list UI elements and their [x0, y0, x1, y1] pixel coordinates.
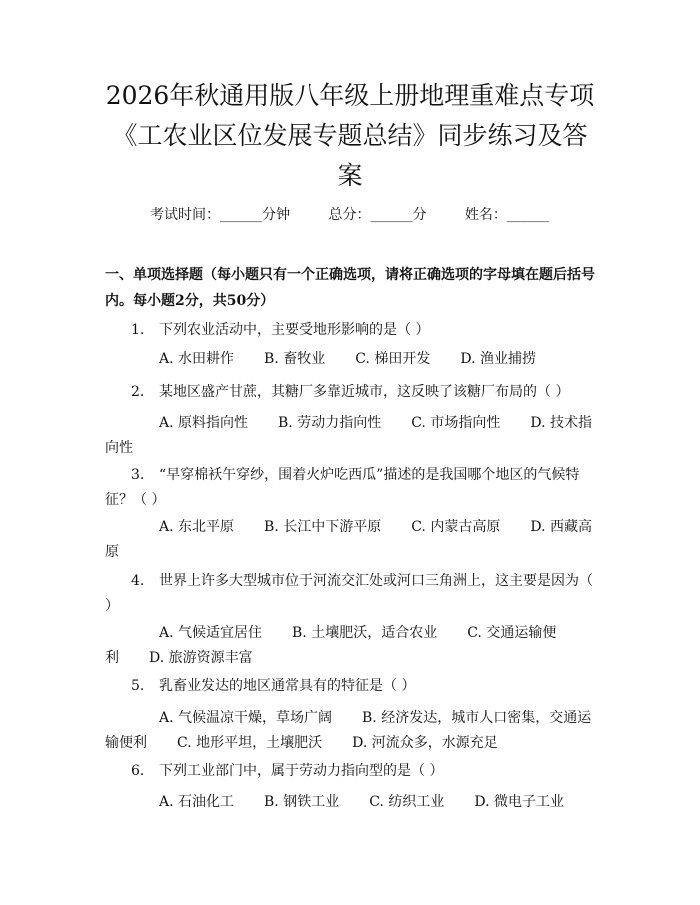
question-2 — [105, 380, 600, 405]
question-number: 4. — [131, 573, 145, 589]
question-text: 世界上许多大型城市位于河流交汇处或河口三角洲上，这主要是因为（ ） — [105, 573, 593, 614]
option-a: A. 东北平原 — [159, 519, 235, 535]
question-6-options — [105, 790, 600, 815]
option-b: B. 土壤肥沃，适合农业 — [292, 625, 438, 641]
question-1-options — [105, 347, 600, 372]
question-number: 2. — [131, 384, 145, 400]
option-c: C. 地形平坦，土壤肥沃 — [177, 735, 323, 751]
question-number: 6. — [131, 763, 145, 779]
option-b: B. 畜牧业 — [264, 351, 326, 367]
option-c: C. 梯田开发 — [355, 351, 431, 367]
name-field: 姓名：______ — [464, 207, 549, 223]
option-b: B. 劳动力指向性 — [278, 415, 382, 431]
question-number: 1. — [131, 322, 145, 338]
option-d: D. 河流众多，水源充足 — [352, 735, 498, 751]
question-4 — [105, 569, 600, 619]
question-1 — [105, 318, 600, 343]
question-6 — [105, 759, 600, 784]
question-2-options — [105, 411, 600, 461]
question-text: 某地区盛产甘蔗，其糖厂多靠近城市，这反映了该糖厂布局的（ ） — [159, 384, 570, 400]
question-text: “早穿棉袄午穿纱，围着火炉吃西瓜”描述的是我国哪个地区的气候特征？（ ） — [105, 467, 580, 508]
exam-meta — [150, 204, 570, 226]
option-d: D. 技术指向性 — [105, 415, 592, 456]
option-c: C. 交通运输便利 — [105, 625, 557, 666]
total-score-field: 总分：______分 — [328, 207, 427, 223]
title-line-1: 2026年秋通用版八年级上册地理重难点专项 — [105, 81, 595, 110]
option-a: A. 水田耕作 — [159, 351, 235, 367]
question-5-options — [105, 706, 600, 756]
exam-time-field: 考试时间：______分钟 — [150, 207, 290, 223]
question-text: 下列工业部门中，属于劳动力指向型的是（ ） — [159, 763, 444, 779]
option-d: D. 旅游资源丰富 — [149, 650, 253, 666]
option-a: A. 气候适宜居住 — [159, 625, 263, 641]
title-line-3: 案 — [337, 161, 363, 190]
option-c: C. 内蒙古高原 — [411, 519, 501, 535]
question-3-options — [105, 515, 600, 565]
option-a: A. 原料指向性 — [159, 415, 249, 431]
question-4-options — [105, 621, 600, 671]
option-d: D. 西藏高原 — [105, 519, 592, 560]
question-number: 5. — [131, 678, 145, 694]
option-a: A. 石油化工 — [159, 794, 235, 810]
option-d: D. 微电子工业 — [474, 794, 564, 810]
option-c: C. 市场指向性 — [411, 415, 501, 431]
section-heading: 一、单项选择题（每小题只有一个正确选项，请将正确选项的字母填在题后括号内。每小题2分，共50分） — [105, 267, 595, 309]
option-c: C. 纺织工业 — [369, 794, 445, 810]
question-number: 3. — [131, 467, 145, 483]
question-text: 下列农业活动中，主要受地形影响的是（ ） — [159, 322, 430, 338]
option-a: A. 气候温凉干燥，草场广阔 — [159, 710, 333, 726]
option-d: D. 渔业捕捞 — [460, 351, 536, 367]
title-line-2: 《工农业区位发展专题总结》同步练习及答 — [112, 121, 588, 150]
option-b: B. 钢铁工业 — [264, 794, 340, 810]
document-title — [95, 76, 605, 196]
option-b: B. 经济发达，城市人口密集，交通运输便利 — [105, 710, 592, 751]
question-3 — [105, 463, 600, 513]
option-b: B. 长江中下游平原 — [264, 519, 382, 535]
question-text: 乳畜业发达的地区通常具有的特征是（ ） — [159, 678, 416, 694]
question-5 — [105, 674, 600, 699]
